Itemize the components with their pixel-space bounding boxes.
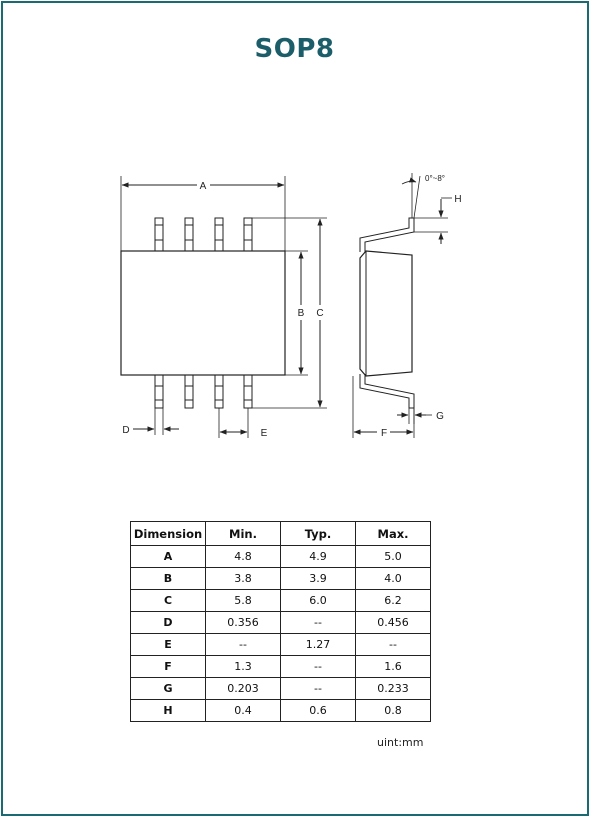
table-row — [131, 678, 431, 700]
table-cell: 0.4 — [206, 700, 281, 722]
table-cell: 3.9 — [281, 568, 356, 590]
table-cell: F — [131, 656, 206, 678]
table-cell: 3.8 — [206, 568, 281, 590]
unit-note: uint:mm — [377, 736, 424, 749]
table-cell: 6.0 — [281, 590, 356, 612]
pin-bottom-2 — [185, 375, 193, 408]
angle-arrow — [402, 181, 416, 184]
table-cell: 0.356 — [206, 612, 281, 634]
table-row — [131, 700, 431, 722]
side-lead-top — [360, 218, 414, 252]
label-h: H — [454, 194, 462, 205]
table-cell: -- — [281, 612, 356, 634]
package-body-side-view — [360, 251, 412, 376]
label-b: B — [297, 308, 305, 319]
pin-top-3 — [215, 218, 223, 251]
label-g: G — [436, 411, 444, 422]
table-cell: H — [131, 700, 206, 722]
label-e: E — [260, 428, 268, 439]
table-cell: G — [131, 678, 206, 700]
table-row — [131, 634, 431, 656]
table-cell: -- — [281, 656, 356, 678]
table-header: Typ. — [281, 522, 356, 546]
package-body-top-view — [121, 251, 285, 375]
label-c: C — [316, 308, 324, 319]
label-a: A — [199, 181, 207, 192]
table-cell: A — [131, 546, 206, 568]
table-cell: 0.203 — [206, 678, 281, 700]
table-row — [131, 612, 431, 634]
page-title: SOP8 — [254, 34, 335, 64]
table-header: Dimension — [131, 522, 206, 546]
table-row — [131, 656, 431, 678]
table-cell: B — [131, 568, 206, 590]
table-cell: 1.27 — [281, 634, 356, 656]
table-cell: E — [131, 634, 206, 656]
label-angle: 0°~8° — [425, 174, 445, 183]
pin-top-1 — [155, 218, 163, 251]
table-cell: 5.8 — [206, 590, 281, 612]
table-cell: 0.456 — [356, 612, 431, 634]
table-cell: C — [131, 590, 206, 612]
table-cell: 0.6 — [281, 700, 356, 722]
pin-bottom-1 — [155, 375, 163, 408]
table-header: Min. — [206, 522, 281, 546]
pin-top-2 — [185, 218, 193, 251]
table-cell: -- — [356, 634, 431, 656]
table-cell: 4.0 — [356, 568, 431, 590]
side-lead-bottom — [360, 374, 414, 408]
label-f: F — [380, 428, 388, 439]
table-cell: 5.0 — [356, 546, 431, 568]
table-cell: 6.2 — [356, 590, 431, 612]
table-row — [131, 546, 431, 568]
table-header-row — [131, 522, 431, 546]
pin-bottom-4 — [244, 375, 252, 408]
table-cell: D — [131, 612, 206, 634]
pin-top-4 — [244, 218, 252, 251]
label-d: D — [122, 425, 130, 436]
table-header: Max. — [356, 522, 431, 546]
table-cell: 4.8 — [206, 546, 281, 568]
table-row — [131, 568, 431, 590]
table-row — [131, 590, 431, 612]
table-cell: -- — [281, 678, 356, 700]
table-cell: 0.233 — [356, 678, 431, 700]
table-cell: -- — [206, 634, 281, 656]
table-cell: 4.9 — [281, 546, 356, 568]
dimension-table — [130, 521, 431, 722]
pin-bottom-3 — [215, 375, 223, 408]
table-cell: 1.3 — [206, 656, 281, 678]
table-cell: 1.6 — [356, 656, 431, 678]
table-cell: 0.8 — [356, 700, 431, 722]
